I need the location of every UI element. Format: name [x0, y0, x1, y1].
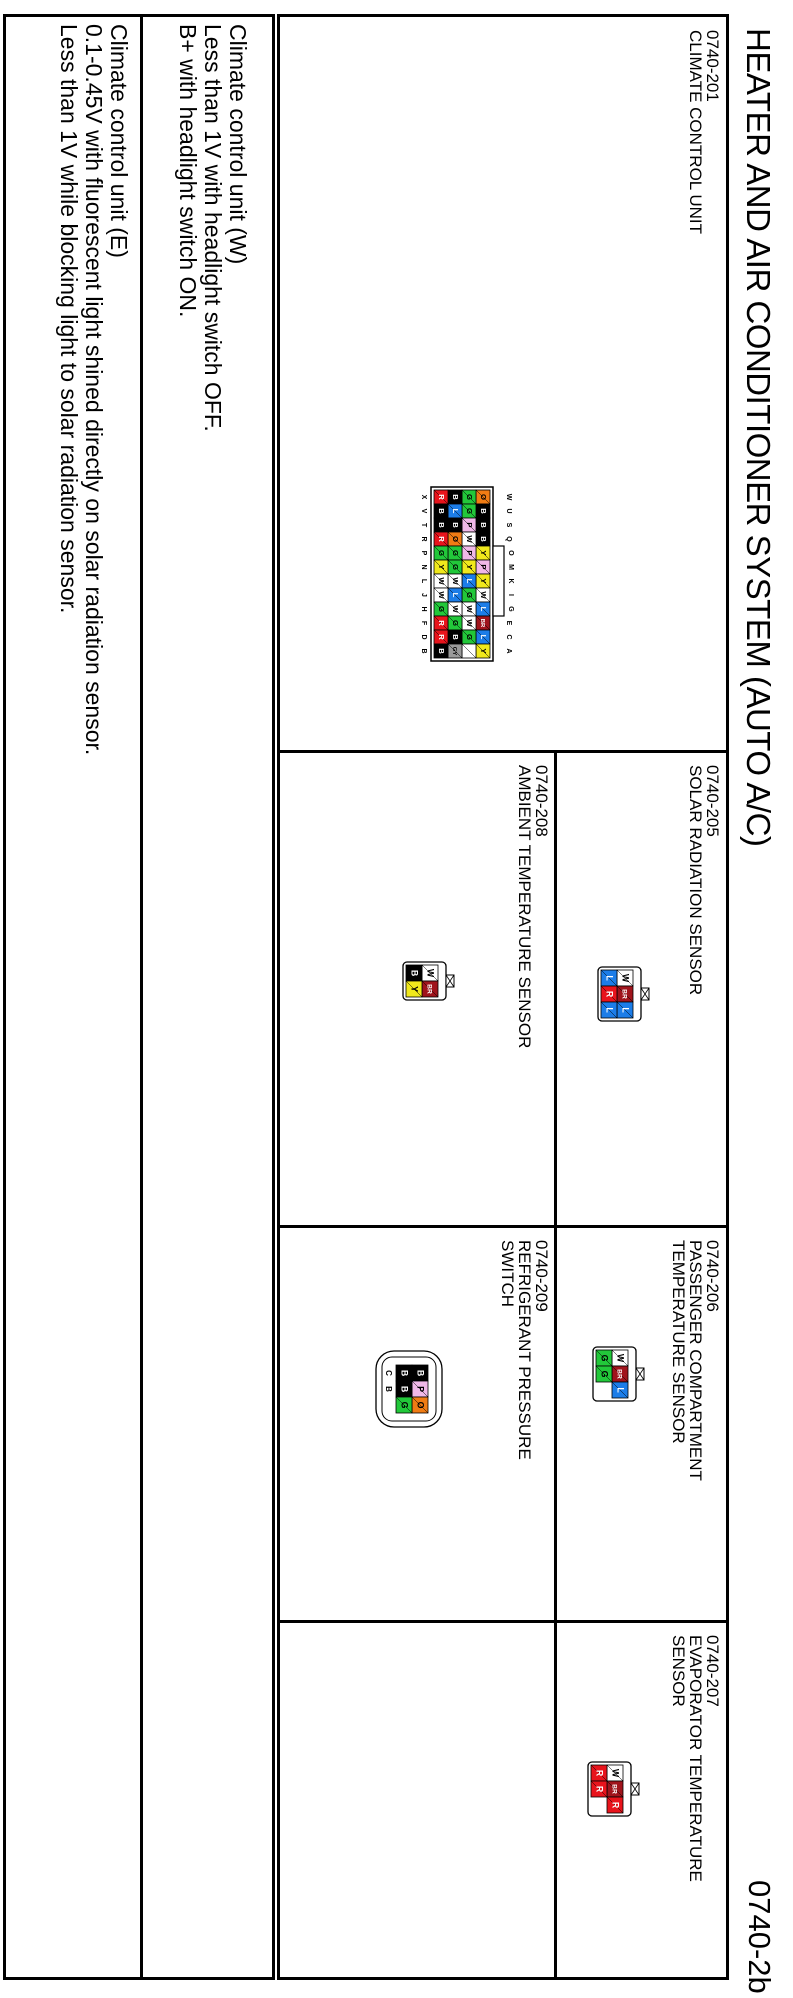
ccu-pin — [462, 560, 476, 574]
svg-text:B: B — [436, 648, 446, 654]
svg-text:G: G — [436, 606, 446, 612]
notes-block-2 — [56, 24, 131, 755]
sensor-pin — [422, 981, 438, 997]
ccu-pin — [434, 532, 448, 546]
passenger-code: 0740-206 — [703, 1240, 722, 1312]
svg-text:B: B — [450, 522, 460, 528]
table-divider — [554, 750, 557, 1980]
svg-text:R: R — [604, 990, 615, 998]
solar-code: 0740-205 — [703, 765, 722, 837]
ccu-pin — [476, 588, 490, 602]
pin-letter: H — [420, 606, 427, 612]
svg-text:W: W — [615, 1353, 626, 1363]
svg-text:W: W — [436, 577, 446, 585]
sensor-pin — [607, 1797, 623, 1813]
svg-text:B: B — [409, 969, 420, 977]
pin-letter: A — [505, 648, 512, 654]
svg-text:G: G — [436, 550, 446, 556]
sensor-pin — [406, 965, 422, 981]
svg-text:R: R — [436, 634, 446, 640]
solar-radiation-sensor-connector — [573, 950, 653, 1040]
ccu-pin — [476, 518, 490, 532]
svg-text:G: G — [599, 1354, 610, 1362]
passenger-compartment-sensor-connector — [568, 1330, 648, 1420]
svg-text:BR: BR — [425, 984, 433, 994]
ccu-pin — [448, 546, 462, 560]
passenger-label: PASSENGER COMPARTMENT TEMPERATURE SENSOR — [669, 1240, 705, 1481]
pin-letter: E — [505, 620, 512, 626]
sensor-pin — [596, 1350, 612, 1366]
sensor-pin — [591, 1781, 607, 1797]
svg-text:W: W — [464, 619, 474, 627]
svg-text:W: W — [610, 1768, 621, 1778]
ambient-temperature-sensor-connector — [368, 945, 458, 1035]
ccu-pin — [462, 588, 476, 602]
refrigerant-code: 0740-209 — [532, 1240, 551, 1312]
ccu-pin — [434, 504, 448, 518]
ccu-pin — [448, 574, 462, 588]
svg-text:L: L — [620, 1007, 631, 1013]
ccu-pin — [448, 560, 462, 574]
sensor-pin — [591, 1765, 607, 1781]
svg-text:Y: Y — [464, 564, 474, 570]
pin-letter: U — [505, 508, 512, 514]
ccu-pin — [434, 560, 448, 574]
note-line: 0.1-0.45V with fluorescent light shined directly on solar radiation sensor. — [81, 24, 107, 756]
sensor-pin — [422, 965, 438, 981]
ccu-pin — [462, 630, 476, 644]
svg-text:O: O — [415, 1401, 426, 1409]
svg-text:G: G — [450, 620, 460, 626]
table-divider — [277, 1620, 729, 1623]
ccu-pin — [448, 504, 462, 518]
ccu-pin — [462, 602, 476, 616]
svg-text:L: L — [478, 634, 488, 640]
svg-text:G: G — [399, 1401, 410, 1409]
sensor-pin — [601, 970, 617, 986]
switch-pin — [412, 1381, 428, 1397]
switch-pin — [396, 1365, 412, 1381]
page-title: HEATER AND AIR CONDITIONER SYSTEM (AUTO A/C) — [740, 28, 777, 847]
ccu-pin — [462, 546, 476, 560]
table-divider — [277, 750, 729, 753]
pin-letter: G — [507, 606, 514, 612]
svg-text:B: B — [450, 494, 460, 500]
pin-letter: J — [420, 593, 427, 597]
svg-text:O: O — [450, 536, 460, 542]
svg-text:B: B — [478, 536, 488, 542]
svg-text:B: B — [415, 1369, 426, 1377]
svg-text:P: P — [415, 1386, 426, 1392]
refrigerant-label: REFRIGERANT PRESSURE SWITCH — [498, 1240, 534, 1460]
svg-text:R: R — [436, 536, 446, 542]
note-line: Climate control unit (E) — [106, 24, 132, 258]
svg-text:R: R — [436, 620, 446, 626]
ccu-pin — [462, 644, 476, 658]
svg-text:B: B — [436, 508, 446, 514]
svg-text:G: G — [450, 564, 460, 570]
svg-text:B: B — [399, 1369, 410, 1377]
svg-text:Y: Y — [478, 550, 488, 556]
ccu-pin — [448, 602, 462, 616]
svg-text:L: L — [615, 1387, 626, 1393]
ccu-pin — [448, 490, 462, 504]
pin-letter: N — [420, 564, 427, 570]
svg-text:P: P — [464, 550, 474, 556]
sensor-pin — [601, 1002, 617, 1018]
ccu-pin — [434, 602, 448, 616]
svg-text:R: R — [436, 494, 446, 500]
svg-text:W: W — [464, 605, 474, 613]
ccu-pin — [476, 546, 490, 560]
svg-text:W: W — [478, 591, 488, 599]
sensor-pin — [406, 981, 422, 997]
ccu-pin — [448, 588, 462, 602]
svg-text:W: W — [620, 973, 631, 983]
svg-text:O: O — [478, 494, 488, 500]
pin-letter: I — [507, 594, 514, 596]
svg-text:GY: GY — [450, 646, 457, 656]
ccu-pin — [434, 546, 448, 560]
svg-text:Y: Y — [409, 986, 420, 992]
table-divider — [277, 1225, 729, 1228]
svg-text:L: L — [450, 592, 460, 598]
notes-block-1 — [175, 24, 250, 432]
switch-pin — [412, 1365, 428, 1381]
notes-divider — [140, 14, 143, 1980]
ccu-pin — [434, 518, 448, 532]
ccu-pin — [448, 630, 462, 644]
svg-text:W: W — [450, 605, 460, 613]
ccu-pin — [448, 644, 462, 658]
sensor-pin — [601, 986, 617, 1002]
pin-letter: C — [505, 634, 512, 640]
svg-text:R: R — [594, 1785, 605, 1793]
connector-table — [277, 14, 729, 1980]
note-line: Less than 1V while blocking light to solar radiation sensor. — [56, 24, 82, 614]
ccu-pin — [434, 616, 448, 630]
svg-text:R: R — [610, 1801, 621, 1809]
terminal-letter: C — [384, 1370, 393, 1376]
ccu-pin — [434, 644, 448, 658]
ccu-pin — [462, 518, 476, 532]
sensor-pin — [607, 1765, 623, 1781]
ccu-pin — [476, 532, 490, 546]
note-line: Less than 1V with headlight switch OFF. — [200, 24, 226, 432]
ccu-pin — [462, 490, 476, 504]
ccu-pin — [476, 630, 490, 644]
note-line: Climate control unit (W) — [225, 24, 251, 265]
svg-text:B: B — [478, 508, 488, 514]
pin-letter: M — [507, 564, 514, 570]
ccu-pin — [476, 504, 490, 518]
svg-text:W: W — [450, 577, 460, 585]
sensor-pin — [617, 1002, 633, 1018]
svg-text:L: L — [478, 606, 488, 612]
pin-letter: O — [507, 550, 514, 556]
svg-text:W: W — [425, 968, 436, 978]
ccu-pin — [476, 560, 490, 574]
svg-text:G: G — [599, 1370, 610, 1378]
switch-pin — [412, 1397, 428, 1413]
ambient-label: AMBIENT TEMPERATURE SENSOR — [515, 765, 534, 1049]
svg-text:G: G — [464, 592, 474, 598]
ccu-pin — [476, 644, 490, 658]
svg-text:R: R — [594, 1769, 605, 1777]
sensor-pin — [617, 986, 633, 1002]
pin-letter: R — [420, 536, 427, 542]
pin-letter: X — [420, 494, 427, 500]
switch-pin — [396, 1381, 412, 1397]
svg-text:B: B — [478, 522, 488, 528]
ccu-label: CLIMATE CONTROL UNIT — [686, 30, 705, 235]
pin-letter: D — [420, 634, 427, 640]
evaporator-label: EVAPORATOR TEMPERATURE SENSOR — [669, 1635, 705, 1882]
svg-text:B: B — [399, 1385, 410, 1393]
svg-text:L: L — [604, 975, 615, 981]
sensor-pin — [607, 1781, 623, 1797]
ccu-pin — [434, 588, 448, 602]
ccu-pin — [476, 490, 490, 504]
ccu-pin — [476, 602, 490, 616]
ccu-pin — [434, 490, 448, 504]
svg-text:BR: BR — [620, 989, 628, 999]
ccu-pin — [462, 532, 476, 546]
ccu-pin — [476, 616, 490, 630]
svg-text:Y: Y — [436, 564, 446, 570]
terminal-letter: B — [384, 1386, 393, 1392]
svg-text:Y: Y — [478, 578, 488, 584]
pin-letter: L — [420, 578, 427, 584]
note-line: B+ with headlight switch ON. — [175, 24, 201, 318]
pin-letter: F — [420, 620, 427, 626]
ccu-pin — [462, 616, 476, 630]
pin-letter: K — [507, 578, 514, 584]
svg-text:L: L — [604, 1007, 615, 1013]
svg-text:W: W — [436, 591, 446, 599]
pin-letter: T — [420, 522, 427, 528]
svg-text:P: P — [478, 564, 488, 570]
refrigerant-pressure-switch-connector — [348, 1335, 458, 1455]
sensor-pin — [596, 1366, 612, 1382]
sensor-pin — [612, 1350, 628, 1366]
ccu-pin — [434, 574, 448, 588]
svg-text:G: G — [464, 508, 474, 514]
ccu-code: 0740-201 — [703, 30, 722, 102]
ccu-pin — [462, 574, 476, 588]
ccu-pin — [462, 504, 476, 518]
svg-text:BR: BR — [615, 1369, 623, 1379]
pin-letter: S — [505, 522, 512, 528]
svg-text:G: G — [464, 634, 474, 640]
pin-letter: V — [420, 508, 427, 514]
svg-text:G: G — [464, 494, 474, 500]
pin-letter: Q — [505, 536, 512, 542]
svg-text:W: W — [464, 535, 474, 543]
ccu-pin — [448, 616, 462, 630]
svg-text:B: B — [450, 634, 460, 640]
sensor-pin — [612, 1382, 628, 1398]
svg-text:G: G — [450, 550, 460, 556]
switch-pin — [396, 1397, 412, 1413]
ambient-code: 0740-208 — [532, 765, 551, 837]
evaporator-temperature-sensor-connector — [568, 1745, 643, 1835]
ccu-pin — [434, 630, 448, 644]
pin-letter: B — [420, 648, 427, 654]
svg-text:BR: BR — [610, 1784, 618, 1794]
ccu-pin — [448, 532, 462, 546]
svg-text:B: B — [436, 522, 446, 528]
sensor-pin — [617, 970, 633, 986]
pin-letter: W — [505, 493, 512, 501]
ccu-pin — [448, 518, 462, 532]
svg-text:Y: Y — [478, 648, 488, 654]
svg-text:P: P — [464, 522, 474, 528]
ccu-pin-grid — [420, 487, 514, 661]
climate-control-unit-connector — [408, 470, 518, 690]
svg-text:L: L — [450, 508, 460, 514]
page-code: 0740-2b — [742, 1880, 777, 1994]
solar-label: SOLAR RADIATION SENSOR — [686, 765, 705, 996]
svg-text:L: L — [464, 578, 474, 584]
pin-letter: P — [420, 550, 427, 556]
sensor-pin — [612, 1366, 628, 1382]
svg-text:BR: BR — [478, 618, 485, 628]
evaporator-code: 0740-207 — [703, 1635, 722, 1707]
ccu-pin — [476, 574, 490, 588]
